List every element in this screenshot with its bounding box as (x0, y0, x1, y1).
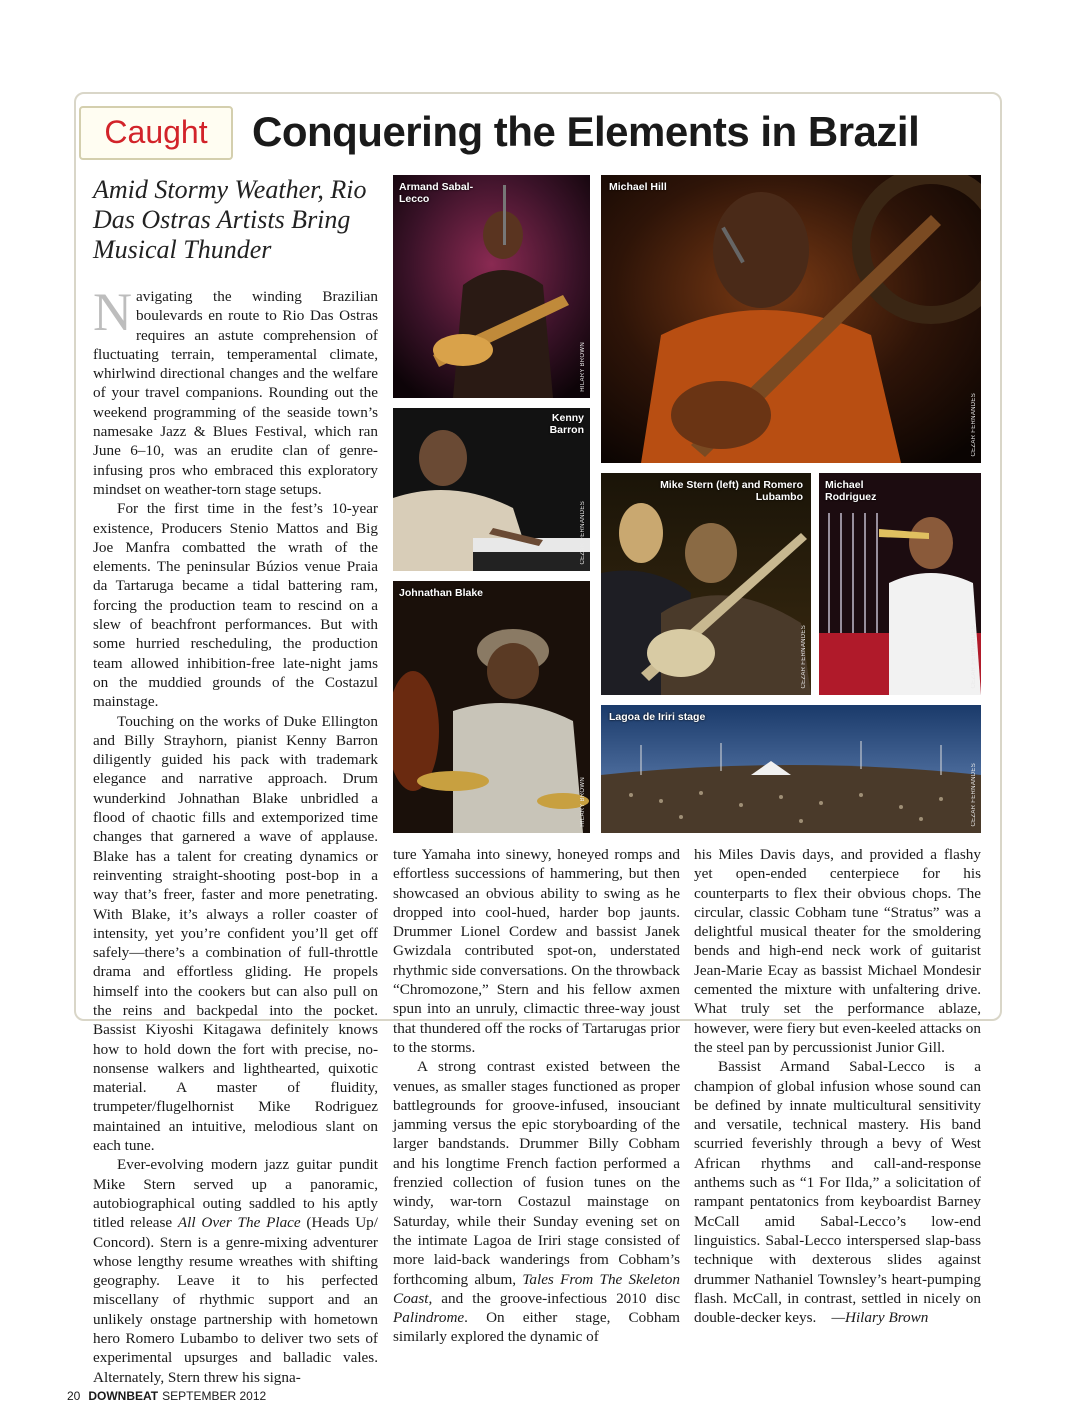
photo-caption: Mike Stern (left) and Romero Lubambo (660, 479, 803, 503)
photo-credit: CEZAR FERNANDES (971, 393, 977, 457)
photo-caption: Armand Sabal-Lecco (399, 181, 474, 205)
paragraph-text: avigating the winding Brazilian boulevards en route to Rio Das Ostras requires an astute comprehension of fluctuating terrain, temperamental climate, whirlwind directional changes and the welfare of your travel companions. Rounding out the weekend programming of the seaside town’s namesake Jazz & Blues Festival, which ran June 6–10, was an erudite clan of genre-infusing pros who embraced this exploratory mindset on weather-torn stage setups. (93, 288, 378, 498)
drop-cap: N (93, 282, 132, 342)
photo-michael-rodriguez-image (819, 473, 981, 695)
photo-michael-hill-image (601, 175, 981, 463)
article-column-2 (393, 845, 680, 1347)
photo-caption: Lagoa de Iriri stage (609, 711, 706, 723)
photo-mike-stern-image (601, 473, 811, 695)
magazine-brand: DOWNBEAT (88, 1389, 159, 1403)
photo-lagoa-image (601, 705, 981, 833)
article-paragraph: his Miles Davis days, and provided a flashy yet open-ended centerpiece for his counterparts to flex their obvious chops. The circular, classic Cobham tune “Stratus” was a delightful musical theater for the smoldering bends and high-end neck work of guitarist Jean-Marie Ecay as bassist Michael Mondesir cemented the mixture with unfaltering drive. What truly set the performance ablaze, however, were fiery but even-keeled attacks on the steel pan by percussionist Junior Gill. (694, 846, 981, 1056)
article-paragraph (393, 1057, 680, 1346)
article-deck: Amid Stormy Weather, Rio Das Ostras Artists Bring Musical Thunder (93, 175, 367, 264)
paragraph-text: Bassist Armand Sabal-Lecco is a champion of global infusion whose sound can be defined by innate multicultural sensitivity and versatile, technical mastery. His band scurried feverishly through a bevy of West African rhythms and call-and-response anthems such as “1 For Ilda,” a solicitation of rampant pentatonics from keyboardist Barney McCall amid Sabal-Lecco’s low-end linguistics. Sabal-Lecco interspersed slap-bass technique with dexterous slides against drummer Nathaniel Townsley’s heart-pumping flash. McCall, in contrast, settled in nicely on double-decker keys. (694, 1058, 981, 1327)
paragraph-text: Ever-evolving modern jazz guitar pundit Mike Stern served up a panoramic, autobiographical outing saddled to his aptly titled release (93, 1156, 378, 1232)
photo-michael-hill (601, 175, 981, 463)
photo-lagoa-de-iriri-stage (601, 705, 981, 833)
paragraph-text: A strong contrast existed between the venues, as smaller stages functioned as proper battlegrounds for groove-infused, insouciant jamming versus the epic storyboarding of the larger bandstands. Drummer Billy Cobham and his longtime French faction performed a frenzied collection of fusion tunes on the windy, war-torn Costazul mainstage on Saturday, while their Sunday evening set on the intimate Lagoa de Iriri stage consisted of more laid-back wanderings from Cobham’s forthcoming album, (393, 1058, 680, 1288)
article-paragraph: ture Yamaha into sinewy, honeyed romps and effortless successions of hammering, but then showcased an obvious ability to swing as he dropped into cool-hued, harder bop jaunts. Drummer Lionel Cordew and bassist Janek Gwizdala contributed spot-on, understated rhythmic side conversations. On the throwback “Chromozone,” Stern and his fellow axmen spun into an unruly, climactic three-way joust that thundered off the rocks of Tartarugas prior to the storms. (393, 846, 680, 1056)
photo-caption: Michael Hill (609, 181, 667, 193)
album-title: All Over The Place (177, 1214, 301, 1232)
photo-caption: Michael Rodriguez (825, 479, 877, 503)
page-number: 20 (67, 1389, 81, 1403)
byline: —Hilary Brown (831, 1309, 929, 1327)
photo-credit: CEZAR FERNANDES (971, 625, 977, 689)
album-title: Palindrome (393, 1309, 465, 1327)
album-title: Tales From The Skeleton Coast, (393, 1270, 680, 1307)
paragraph-text: . On either stage, Cobham similarly explored the dynamic of (393, 1309, 680, 1346)
photo-credit: CEZAR FERNANDES (971, 763, 977, 827)
article-paragraph (93, 1155, 378, 1387)
article-paragraph: Touching on the works of Duke Ellington and Billy Strayhorn, pianist Kenny Barron diligently guided his pack with trademark elegance and narrative approach. Drum wunderkind Johnathan Blake unbridled a flood of chaotic fills and extemporized time changes that garnered a wave of applause. Blake has a talent for creating dynamics or reinventing straight-shooting post-bop in a way that’s freer, faster and more penetrating. With Blake, it’s always a roller coaster of intensity, yet you’re confident you’ll get off safely—there’s a combination of full-throttle drama and effortless gliding. He propels himself into the cookers but can also pull on the reins and backpedal into the pocket. Bassist Kiyoshi Kitagawa definitely knows how to hold down the fort with precise, no-nonsense walkers and lighthearted, quixotic material. A master of fluidity, trumpeter/flugelhornist Mike Rodriguez maintained an intuitive, melodious slant on each tune. (93, 712, 378, 1155)
article-headline: Conquering the Elements in Brazil (252, 108, 920, 155)
paragraph-text: and the groove-infectious 2010 disc (432, 1289, 680, 1307)
issue-date: SEPTEMBER 2012 (162, 1389, 267, 1403)
photo-caption: Kenny Barron (549, 412, 584, 436)
paragraph-text: (Heads Up/ Concord). Stern is a genre-mixing adventurer whose lengthy resume wreathes with shifting geography. Leave it to his perfected miscellany of rhythmic support and an unlikely onstage partnership with hometown hero Romero Lubambo to deliver two sets of experimental upsurges and balladic vales. Alternately, Stern threw his signa- (93, 1214, 378, 1386)
article-paragraph: For the first time in the fest’s 10-year existence, Producers Stenio Mattos and Big Joe Manfra combatted the wrath of the elements. The peninsular Búzios venue Praia da Tartaruga became a tidal battering ram, forcing the production team to rescind on a slew of beachfront performances. But with some hurried rescheduling, the production team allowed inhibition-free late-night jams on the muddied grounds of the Costazul mainstage. (93, 500, 378, 711)
photo-credit: CEZAR FERNANDES (580, 501, 586, 565)
photo-johnathan-blake (393, 581, 590, 833)
photo-caption: Johnathan Blake (399, 587, 484, 599)
article-paragraph (93, 282, 378, 499)
photo-credit: HILARY BROWN (580, 777, 586, 827)
article-column-1 (93, 282, 378, 1387)
article-paragraph (694, 1057, 981, 1327)
section-kicker: Caught (79, 106, 233, 160)
article-column-3 (694, 845, 981, 1327)
photo-michael-rodriguez (819, 473, 981, 695)
photo-johnathan-blake-image (393, 581, 590, 833)
page-footer (67, 1389, 266, 1403)
photo-armand-sabal-lecco (393, 175, 590, 398)
photo-credit: CEZAR FERNANDES (801, 625, 807, 689)
photo-mike-stern-romero-lubambo (601, 473, 811, 695)
photo-kenny-barron (393, 408, 590, 571)
photo-armand-sabal-lecco-image (393, 175, 590, 398)
photo-credit: HILARY BROWN (580, 342, 586, 392)
